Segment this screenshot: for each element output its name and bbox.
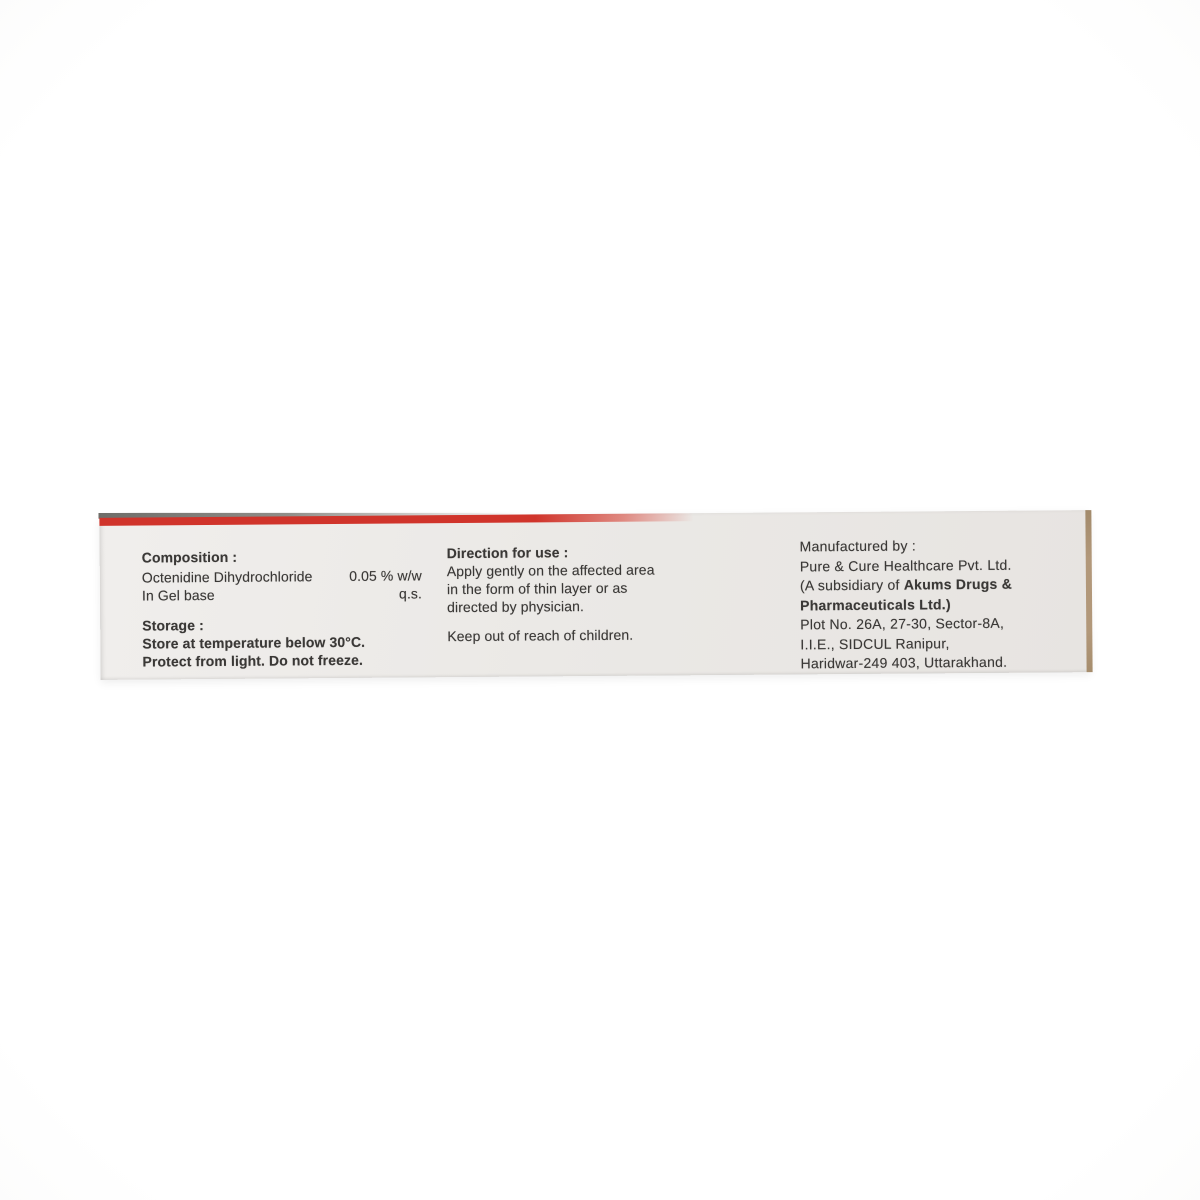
manufacturer-subsidiary-2: Pharmaceuticals Ltd.) xyxy=(800,595,951,613)
directions-line: Apply gently on the affected area xyxy=(446,561,655,580)
directions-heading: Direction for use : xyxy=(446,544,569,562)
storage-instruction: Protect from light. Do not freeze. xyxy=(142,651,363,670)
manufacturer-section xyxy=(800,536,1013,674)
composition-rows xyxy=(142,566,422,604)
ingredient-strength: 0.05 % w/w xyxy=(349,567,422,584)
storage-heading: Storage : xyxy=(142,617,204,634)
manufacturer-address: I.I.E., SIDCUL Ranipur, xyxy=(800,634,950,652)
ingredient-name: Octenidine Dihydrochloride xyxy=(141,568,313,586)
ingredient-name: In Gel base xyxy=(141,586,215,604)
composition-section xyxy=(142,546,423,670)
manufacturer-address: Haridwar-249 403, Uttarakhand. xyxy=(800,653,1008,672)
red-stripe xyxy=(99,510,1089,526)
children-warning: Keep out of reach of children. xyxy=(447,626,634,645)
box-cardboard-right-edge xyxy=(1085,510,1092,672)
directions-line: directed by physician. xyxy=(447,598,584,616)
storage-instruction: Store at temperature below 30°C. xyxy=(142,633,366,652)
manufacturer-subsidiary: (A subsidiary of Akums Drugs & xyxy=(799,575,1013,594)
composition-row xyxy=(142,584,422,604)
composition-heading: Composition : xyxy=(141,548,238,566)
directions-section xyxy=(447,543,656,646)
ingredient-strength: q.s. xyxy=(398,585,423,602)
directions-line: in the form of thin layer or as xyxy=(446,579,628,598)
manufacturer-address: Plot No. 26A, 27-30, Sector-8A, xyxy=(800,614,1005,633)
manufacturer-company: Pure & Cure Healthcare Pvt. Ltd. xyxy=(799,556,1012,574)
manufacturer-heading: Manufactured by : xyxy=(799,537,916,555)
medicine-box-back-panel xyxy=(99,510,1090,680)
composition-row xyxy=(142,566,422,586)
